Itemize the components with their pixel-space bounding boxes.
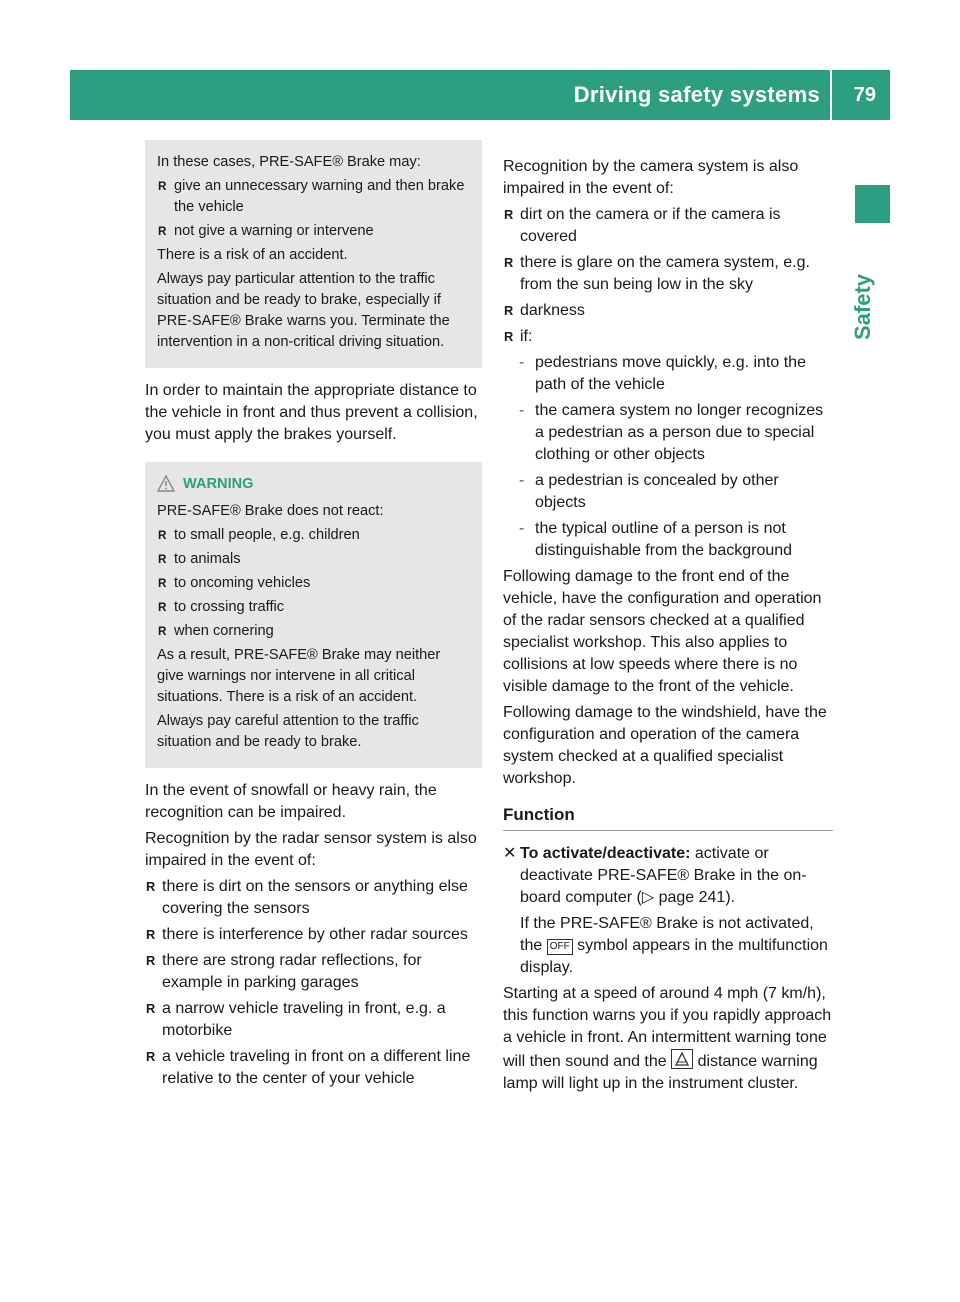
sub-list-item: - the camera system no longer recognizes a pedestrian as a person due to special clothing or other objects [503, 400, 833, 466]
list-item: R there is dirt on the sensors or anything else covering the sensors [145, 876, 482, 920]
paragraph: Starting at a speed of around 4 mph (7 km/h), this function warns you if you rapidly approach a vehicle in front. An intermittent warning tone will then sound and the [503, 985, 832, 1070]
list-item: R a vehicle traveling in front on a different line relative to the center of your vehicle [145, 1046, 482, 1090]
function-heading: Function [503, 804, 833, 831]
box-risk: There is a risk of an accident. [157, 247, 348, 263]
warning-result: As a result, PRE-SAFE® Brake may neither give warnings nor intervene in all critical situations. There is a risk of an accident. [157, 647, 441, 705]
list-item: R there is glare on the camera system, e.g. from the sun being low in the sky [503, 252, 833, 296]
list-item: R there is interference by other radar sources [145, 924, 482, 946]
section-title: Driving safety systems [573, 82, 820, 107]
instruction-note-end: symbol appears in the multifunction display. [520, 937, 828, 976]
box-intro: In these cases, PRE-SAFE® Brake may: [157, 154, 421, 170]
warning-box [145, 462, 482, 768]
paragraph: Following damage to the windshield, have the configuration and operation of the camera system checked at a qualified specialist workshop. [503, 704, 827, 787]
paragraph: In the event of snowfall or heavy rain, the recognition can be impaired. [145, 782, 437, 821]
paragraph: Following damage to the front end of the vehicle, have the configuration and operation of the radar sensors checked at a qualified specialist workshop. This also applies to collisions at low speeds where there is no visible damage to the front of the vehicle. [503, 568, 822, 695]
list-item: R to crossing traffic [157, 597, 470, 618]
instruction-text: activate or deactivate PRE-SAFE® Brake in the on-board computer (▷ page 241). [520, 845, 807, 906]
side-tab-label: Safety [850, 273, 875, 340]
list-item: R to animals [157, 549, 470, 570]
side-tab-marker [855, 185, 890, 223]
list-item: R give an unnecessary warning and then brake the vehicle [157, 176, 470, 218]
instruction-lead: To activate/deactivate: [520, 845, 691, 862]
paragraph: In order to maintain the appropriate distance to the vehicle in front and thus prevent a collision, you must apply the brakes yourself. [145, 382, 478, 443]
sub-list-item: - pedestrians move quickly, e.g. into the path of the vehicle [503, 352, 833, 396]
sub-list-item: - a pedestrian is concealed by other objects [503, 470, 833, 514]
info-box [145, 140, 482, 368]
action-x-icon: ✕ [503, 845, 517, 862]
right-column [503, 156, 833, 1099]
warning-heading [157, 474, 470, 495]
list-item: R a narrow vehicle traveling in front, e.g. a motorbike [145, 998, 482, 1042]
page-number: 79 [853, 84, 876, 106]
warning-label: WARNING [183, 476, 254, 492]
warning-triangle-icon [157, 475, 175, 492]
list-item: R dirt on the camera or if the camera is covered [503, 204, 833, 248]
warning-advice: Always pay careful attention to the traffic situation and be ready to brake. [157, 713, 419, 750]
list-item: R to small people, e.g. children [157, 525, 470, 546]
pre-safe-off-icon: OFF [547, 939, 573, 955]
distance-warning-lamp-icon [671, 1049, 693, 1069]
list-item: R if: [503, 326, 833, 348]
header-bar [70, 70, 890, 120]
list-item: R to oncoming vehicles [157, 573, 470, 594]
paragraph: Recognition by the radar sensor system is also impaired in the event of: [145, 830, 477, 869]
list-item: R there are strong radar reflections, for example in parking garages [145, 950, 482, 994]
box-advice: Always pay particular attention to the traffic situation and be ready to brake, especially if PRE-SAFE® Brake warns you. Terminate the intervention in a non-critical driving situation. [157, 271, 450, 350]
warning-intro: PRE-SAFE® Brake does not react: [157, 503, 384, 519]
instruction-step [503, 843, 833, 979]
list-item: R darkness [503, 300, 833, 322]
header-divider [830, 70, 832, 120]
instruction-note: If the PRE-SAFE® Brake is not activated, the [520, 915, 814, 954]
paragraph: Recognition by the camera system is also impaired in the event of: [503, 158, 799, 197]
list-item: R not give a warning or intervene [157, 221, 470, 242]
left-column [145, 140, 482, 1094]
list-item: R when cornering [157, 621, 470, 642]
sub-list-item: - the typical outline of a person is not distinguishable from the background [503, 518, 833, 562]
paragraph-end: distance warning lamp will light up in the instrument cluster. [503, 1053, 818, 1092]
